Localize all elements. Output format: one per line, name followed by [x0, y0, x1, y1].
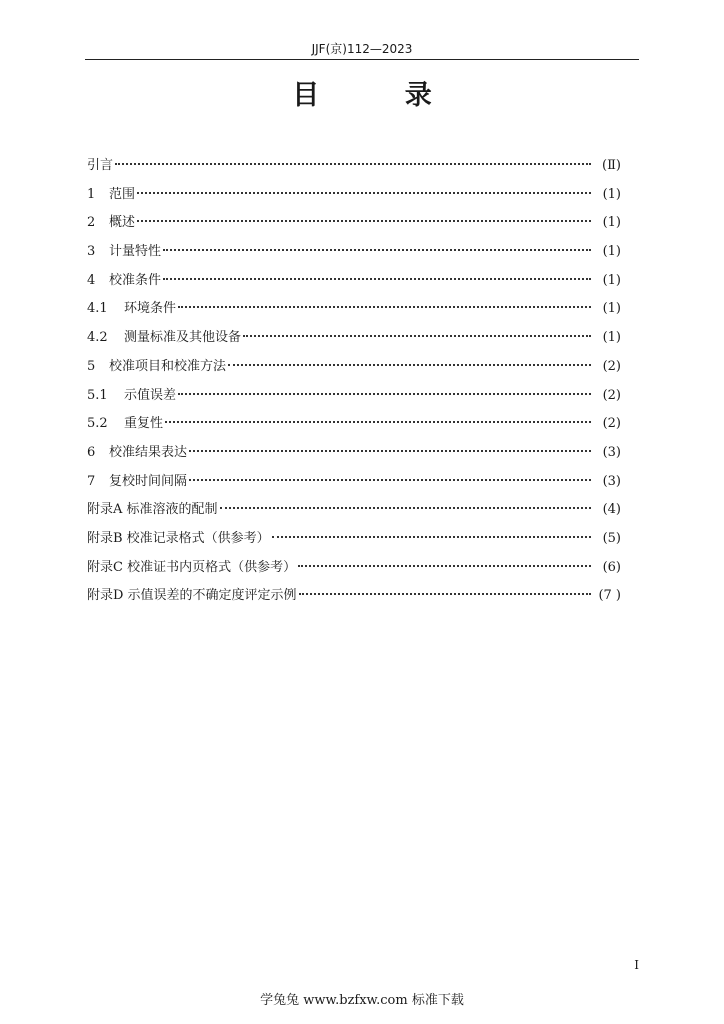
- toc-dot-leader: [165, 421, 591, 423]
- toc-entry-label: 复校时间间隔: [109, 473, 188, 489]
- toc-entry-label: 校准结果表达: [109, 444, 188, 460]
- toc-entry[interactable]: [87, 295, 621, 324]
- toc-dot-leader: [272, 536, 591, 538]
- page-title: 目 录: [292, 80, 470, 111]
- toc-entry-page: (2): [602, 387, 621, 403]
- toc-entry-label: 引言: [87, 158, 114, 173]
- toc-entry-page: (2): [602, 358, 621, 374]
- toc-entry-number: 4: [87, 272, 96, 288]
- toc-entry-number: 7: [87, 473, 96, 489]
- toc-entry[interactable]: [87, 525, 621, 554]
- toc-entry-number: 5.2: [87, 416, 108, 432]
- toc-dot-leader: [228, 364, 591, 366]
- toc-entry[interactable]: [87, 439, 621, 468]
- toc-entry[interactable]: [87, 181, 621, 210]
- toc-entry-label: 附录D 示值误差的不确定度评定示例: [87, 588, 297, 604]
- toc-dot-leader: [189, 479, 591, 481]
- toc-entry-label: 示值误差: [124, 387, 177, 403]
- page-number: I: [634, 958, 639, 972]
- toc-entry-page: (1): [602, 186, 621, 202]
- toc-entry-label: 附录B 校准记录格式（供参考）: [87, 530, 270, 546]
- toc-entry[interactable]: [87, 238, 621, 267]
- toc-entry-number: 4.2: [87, 330, 108, 346]
- toc-entry-page: (4): [602, 502, 621, 518]
- toc-entry[interactable]: [87, 496, 621, 525]
- toc-entry-number: 2: [87, 215, 96, 231]
- toc-entry[interactable]: [87, 267, 621, 296]
- toc-entry-page: (1): [602, 272, 621, 288]
- toc-entry-page: (Ⅱ): [602, 158, 621, 173]
- toc-entry[interactable]: [87, 324, 621, 353]
- toc-entry-number: 5.1: [87, 387, 108, 403]
- footer-watermark-text: 学兔兔 www.bzfxw.com 标准下载: [260, 993, 464, 1008]
- toc-entry-label: 重复性: [124, 416, 164, 432]
- toc-dot-leader: [189, 450, 591, 452]
- toc-entry-page: (3): [602, 473, 621, 489]
- toc-dot-leader: [163, 278, 591, 280]
- toc-entry[interactable]: [87, 209, 621, 238]
- toc-entry-number: 6: [87, 444, 96, 460]
- toc-entry-number: 1: [87, 186, 96, 202]
- toc-entry[interactable]: [87, 582, 621, 611]
- toc-entry[interactable]: [87, 152, 621, 181]
- toc-entry-page: (1): [602, 330, 621, 346]
- toc-entry[interactable]: [87, 353, 621, 382]
- toc-entry-page: (1): [602, 301, 621, 317]
- toc-entry-number: 5: [87, 358, 96, 374]
- toc-entry-label: 校准项目和校准方法: [109, 358, 227, 374]
- header-standard-code: JJF(京)112—2023: [311, 42, 413, 56]
- toc-entry-label: 校准条件: [109, 272, 162, 288]
- toc-entry-page: (6): [602, 559, 621, 575]
- toc-entry-number: 4.1: [87, 301, 108, 317]
- toc-entry-label: 环境条件: [124, 301, 177, 317]
- toc-entry-page: (2): [602, 416, 621, 432]
- toc-dot-leader: [178, 306, 591, 308]
- toc-dot-leader: [115, 163, 591, 165]
- toc-entry-number: 3: [87, 244, 96, 260]
- toc-dot-leader: [220, 507, 591, 509]
- toc-dot-leader: [137, 192, 591, 194]
- toc-dot-leader: [137, 220, 591, 222]
- toc-dot-leader: [298, 565, 591, 567]
- toc-entry[interactable]: [87, 382, 621, 411]
- toc-entry-page: (1): [602, 244, 621, 260]
- toc-dot-leader: [163, 249, 591, 251]
- toc-entry[interactable]: [87, 554, 621, 583]
- header-rule: [85, 59, 639, 60]
- toc-entry-label: 附录C 校准证书内页格式（供参考）: [87, 559, 297, 575]
- toc-dot-leader: [299, 593, 591, 595]
- toc-entry-page: (7 ): [598, 588, 621, 604]
- toc-entry-page: (5): [602, 530, 621, 546]
- toc-entry-label: 附录A 标准溶液的配制: [87, 502, 218, 518]
- toc-dot-leader: [178, 393, 591, 395]
- toc-entry-page: (1): [602, 215, 621, 231]
- toc-entry-label: 范围: [109, 186, 136, 202]
- toc-entry-label: 概述: [109, 215, 136, 231]
- table-of-contents: [87, 152, 621, 611]
- toc-entry[interactable]: [87, 410, 621, 439]
- toc-entry-label: 计量特性: [109, 244, 162, 260]
- toc-entry-page: (3): [602, 444, 621, 460]
- toc-dot-leader: [243, 335, 591, 337]
- toc-entry-label: 测量标准及其他设备: [124, 330, 242, 346]
- toc-entry[interactable]: [87, 468, 621, 497]
